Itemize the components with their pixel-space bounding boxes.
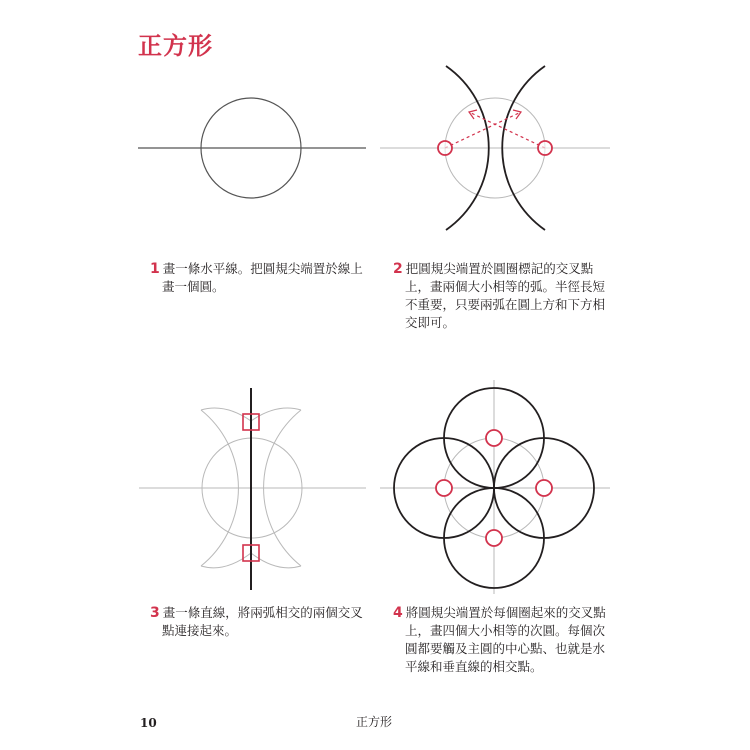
step-text-line: 點連接起來。: [162, 623, 238, 638]
step-text-line: 把圓規尖端置於圓圈標記的交叉點: [405, 261, 594, 276]
step-1: [150, 260, 363, 296]
page-title: 正方形: [138, 32, 213, 60]
step-text-line: 畫一條水平線。把圓規尖端置於線上: [162, 261, 363, 276]
step-2: [393, 260, 605, 332]
figure-step-3: [135, 385, 370, 595]
step-number: 2: [393, 261, 403, 277]
figure-step-4: [378, 378, 613, 598]
arrow-line-left: [445, 112, 521, 148]
intersection-marker-left: [438, 141, 452, 155]
intersection-marker-right: [536, 480, 552, 496]
running-footer-title: 正方形: [356, 715, 393, 729]
step-number: 1: [150, 261, 160, 277]
step-number: 4: [393, 605, 403, 621]
intersection-marker-left: [436, 480, 452, 496]
intersection-marker-right: [538, 141, 552, 155]
step-text-line: 上，畫四個大小相等的次圓。每個次: [405, 623, 606, 638]
intersection-marker-bottom: [486, 530, 502, 546]
page-number: 10: [140, 716, 157, 730]
step-number: 3: [150, 605, 160, 621]
step-4: [393, 604, 606, 676]
step-text-line: 畫一條直線，將兩弧相交的兩個交叉: [162, 605, 363, 620]
step-text-line: 交即可。: [405, 315, 456, 330]
step-text-line: 不重要，只要兩弧在圓上方和下方相: [405, 297, 606, 312]
step-3: [150, 604, 363, 640]
step-text-line: 畫一個圓。: [162, 279, 225, 294]
step-text-line: 圓都要觸及主圓的中心點、也就是水: [405, 641, 606, 656]
step-text-line: 上，畫兩個大小相等的弧。半徑長短: [405, 279, 606, 294]
intersection-marker-top: [486, 430, 502, 446]
figure-step-1: [130, 90, 375, 210]
step-text-line: 將圓規尖端置於每個圈起來的交叉點: [405, 605, 606, 620]
figure-step-2: [378, 62, 613, 237]
step-text-line: 平線和垂直線的相交點。: [405, 659, 543, 674]
